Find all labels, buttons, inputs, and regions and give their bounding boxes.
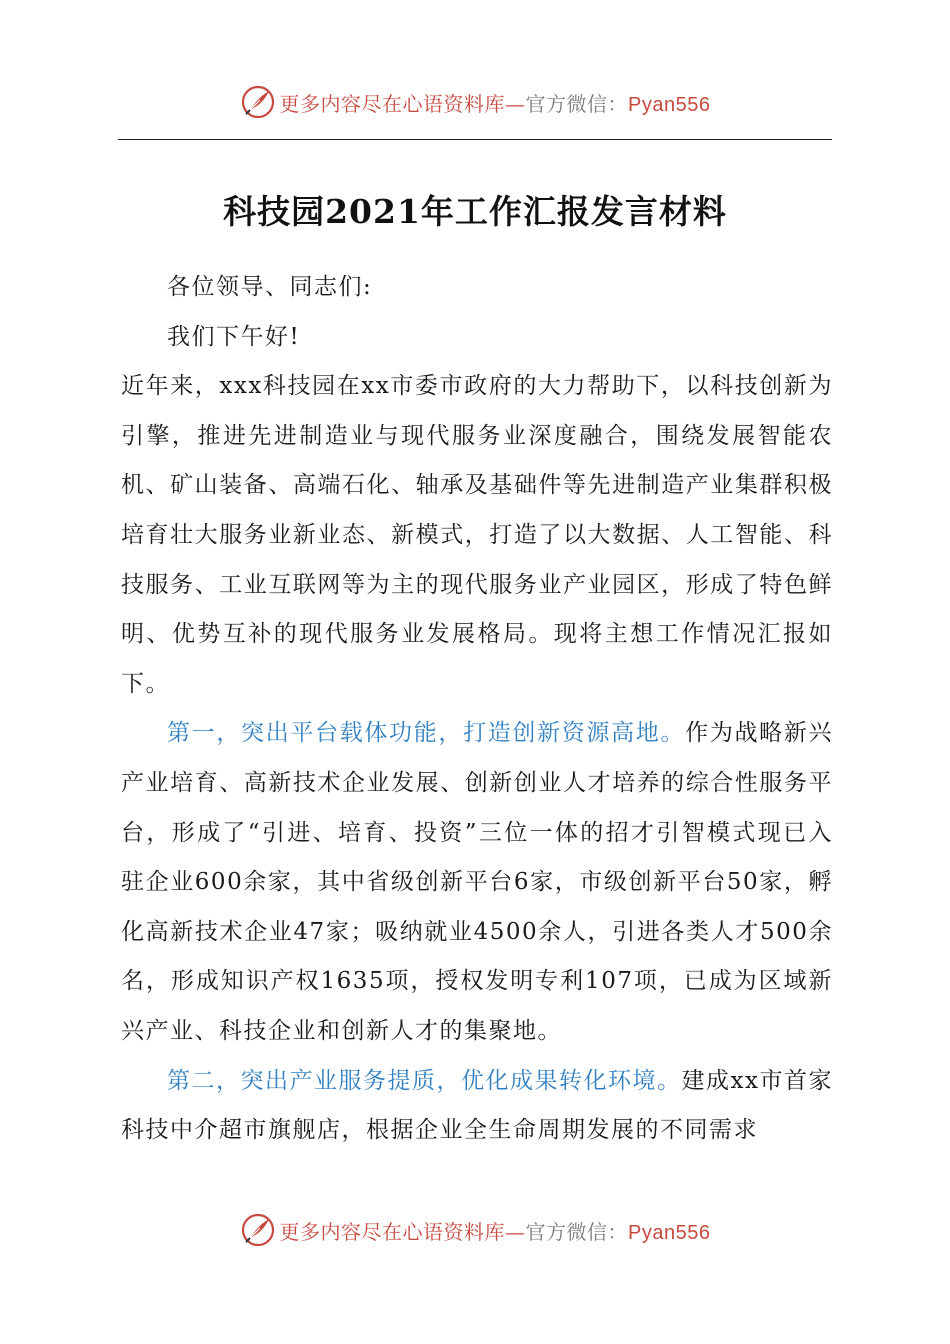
banner-text: [280, 1216, 711, 1245]
banner-separator: —: [505, 91, 526, 116]
banner-account: Pyan556: [628, 1221, 711, 1244]
document-body: [121, 263, 833, 1156]
banner-main-text: 更多内容尽在心语资料库: [279, 1219, 506, 1244]
section-paragraph-2: [121, 1057, 833, 1156]
banner-separator: —: [505, 1219, 526, 1244]
greeting: 我们下午好!: [167, 323, 301, 350]
section-paragraph-1: [121, 709, 833, 1056]
banner-main-text: 更多内容尽在心语资料库: [279, 91, 506, 116]
header-divider: [118, 139, 832, 140]
section-body-2: 建成xx市首家科技中介超市旗舰店，根据企业全生命周期发展的不同需求: [121, 1067, 833, 1144]
document-title: 科技园2021年工作汇报发言材料: [223, 192, 727, 231]
section-lead-2: 第二，突出产业服务提质，优化成果转化环境。: [167, 1067, 682, 1094]
salutation: 各位领导、同志们:: [167, 274, 373, 300]
feather-pen-logo-icon: [240, 84, 276, 120]
intro-paragraph: 近年来，xxx科技园在xx市委市政府的大力帮助下，以科技创新为引擎，推进先进制造业与现代服务业深度融合，围绕发展智能农机、矿山装备、高端石化、轴承及基础件等先进制造产业集群积极培育壮大服务业新业态、新模式，打造了以大数据、人工智能、科技服务、工业互联网等为主的现代服务业产业园区，形成了特色鲜明、优势互补的现代服务业发展格局。现将主想工作情况汇报如下。: [121, 373, 833, 697]
header-banner: [0, 82, 950, 122]
footer-banner: [0, 1210, 950, 1250]
section-body-1: 作为战略新兴产业培育、高新技术企业发展、创新创业人才培养的综合性服务平台，形成了“引进、培育、投资”三位一体的招才引智模式现已入驻企业600余家，其中省级创新平台6家，市级创新平台50家，孵化高新技术企业47家；吸纳就业4500余人，引进各类人才500余名，形成知识产权1635项，授权发明专利107项，已成为区域新兴产业、科技企业和创新人才的集聚地。: [121, 720, 834, 1044]
section-lead-1: 第一，突出平台载体功能，打造创新资源高地。: [167, 720, 686, 747]
banner-text: [280, 88, 711, 117]
feather-pen-logo-icon: [240, 1212, 276, 1248]
banner-account: Pyan556: [628, 93, 711, 116]
banner-wechat-label: 官方微信：: [525, 1219, 629, 1244]
banner-wechat-label: 官方微信：: [525, 91, 629, 116]
